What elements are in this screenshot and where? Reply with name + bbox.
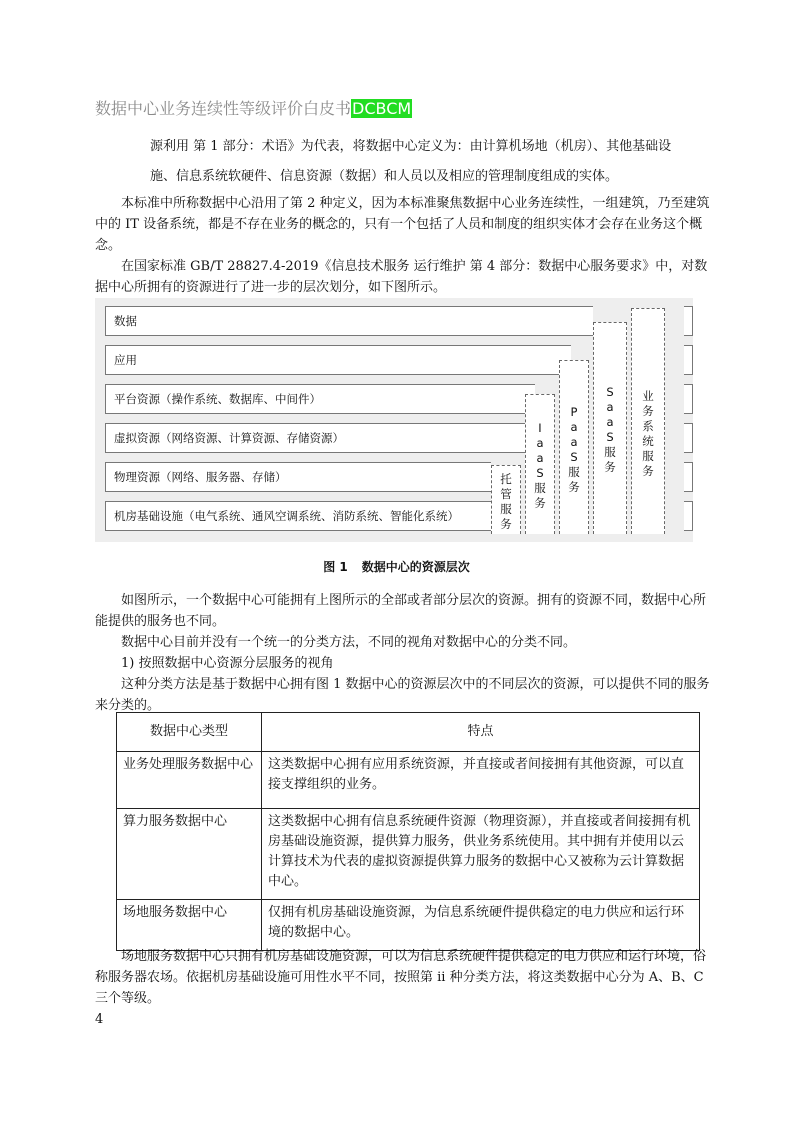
layer-application: 应用 — [105, 345, 571, 375]
table-header-row — [117, 713, 700, 752]
figure-caption — [0, 558, 793, 575]
service-business-system: 业 务 系 统 服 务 — [631, 308, 665, 534]
figure-caption-text: 数据中心的资源层次 — [361, 560, 470, 574]
layer-platform-cap — [684, 384, 693, 414]
service-paas: P a a S 服 务 — [559, 360, 589, 534]
resource-layer-figure — [95, 298, 693, 542]
table-cell-type: 场地服务数据中心 — [117, 900, 262, 951]
layer-data-cap — [684, 306, 693, 336]
datacenter-type-table — [116, 712, 700, 951]
layer-application-cap — [684, 345, 693, 375]
paragraph-2: 本标准中所称数据中心沿用了第 2 种定义，因为本标准聚焦数据中心业务连续性，一组建筑，乃至建筑中的 IT 设备系统，都是不存在业务的概念的，只有一个包括了人员和制度的组织实体才会存在业务这个概念。 — [95, 196, 710, 253]
paragraph-6: 1) 按照数据中心资源分层服务的视角 — [121, 656, 334, 671]
paragraph-7: 这种分类方法是基于数据中心拥有图 1 数据中心的资源层次中的不同层次的资源，可以提供不同的服务来分类的。 — [95, 677, 710, 713]
service-iaas: I a a S 服 务 — [525, 394, 555, 534]
figure-caption-number: 图 1 — [323, 560, 348, 574]
paragraph-4: 如图所示，一个数据中心可能拥有上图所示的全部或者部分层次的资源。拥有的资源不同，数据中心所能提供的服务也不同。 — [95, 593, 707, 629]
layer-facility-cap — [684, 501, 693, 531]
service-hosting: 托 管 服 务 — [491, 465, 521, 534]
table-header-feature: 特点 — [262, 713, 700, 752]
paragraph-5: 数据中心目前并没有一个统一的分类方法，不同的视角对数据中心的分类不同。 — [121, 635, 577, 650]
running-header — [95, 96, 412, 119]
layer-virtual: 虚拟资源（网络资源、计算资源、存储资源） — [105, 423, 535, 453]
table-cell-type: 算力服务数据中心 — [117, 809, 262, 900]
table-cell-desc: 这类数据中心拥有信息系统硬件资源（物理资源），并直接或者间接拥有机房基础设施资源，提供算力服务，供业务系统使用。其中拥有并使用以云计算技术为代表的虚拟资源提供算力服务的数据中心又被称为云计算数据中心。 — [262, 809, 700, 900]
table-row — [117, 809, 700, 900]
paragraph-3: 在国家标准 GB/T 28827.4-2019《信息技术服务 运行维护 第 4 部分：数据中心服务要求》中，对数据中心所拥有的资源进行了进一步的层次划分，如下图所示。 — [95, 259, 708, 295]
layer-data: 数据 — [105, 306, 593, 336]
paragraph-1-line-2: 施、信息系统软硬件、信息资源（数据）和人员以及相应的管理制度组成的实体。 — [150, 169, 619, 184]
table-header-type: 数据中心类型 — [117, 713, 262, 752]
paragraph-1-line-1: 源利用 第 1 部分：术语》为代表，将数据中心定义为：由计算机场地（机房）、其他基础设 — [150, 139, 672, 154]
header-title: 数据中心业务连续性等级评价白皮书 — [95, 99, 352, 118]
table-row — [117, 900, 700, 951]
layer-physical: 物理资源（网络、服务器、存储） — [105, 462, 491, 492]
layer-facility: 机房基础设施（电气系统、通风空调系统、消防系统、智能化系统） — [105, 501, 491, 531]
layer-virtual-cap — [684, 423, 693, 453]
service-saas: S a a S 服 务 — [593, 322, 627, 534]
page-number: 4 — [95, 1012, 104, 1027]
layer-platform: 平台资源（操作系统、数据库、中间件） — [105, 384, 535, 414]
table-row — [117, 752, 700, 809]
layer-physical-cap — [684, 462, 693, 492]
table-cell-type: 业务处理服务数据中心 — [117, 752, 262, 809]
table-cell-desc: 仅拥有机房基础设施资源，为信息系统硬件提供稳定的电力供应和运行环境的数据中心。 — [262, 900, 700, 951]
paragraph-8: 场地服务数据中心只拥有机房基础设施资源，可以为信息系统硬件提供稳定的电力供应和运行环境，俗称服务器农场。依据机房基础设施可用性水平不同，按照第 ii 种分类方法，将这类数据中心分为 A、B、C 三个等级。 — [95, 949, 707, 1006]
table-cell-desc: 这类数据中心拥有应用系统资源，并直接或者间接拥有其他资源，可以直接支撑组织的业务。 — [262, 752, 700, 809]
header-tag: DCBCM — [352, 99, 412, 118]
